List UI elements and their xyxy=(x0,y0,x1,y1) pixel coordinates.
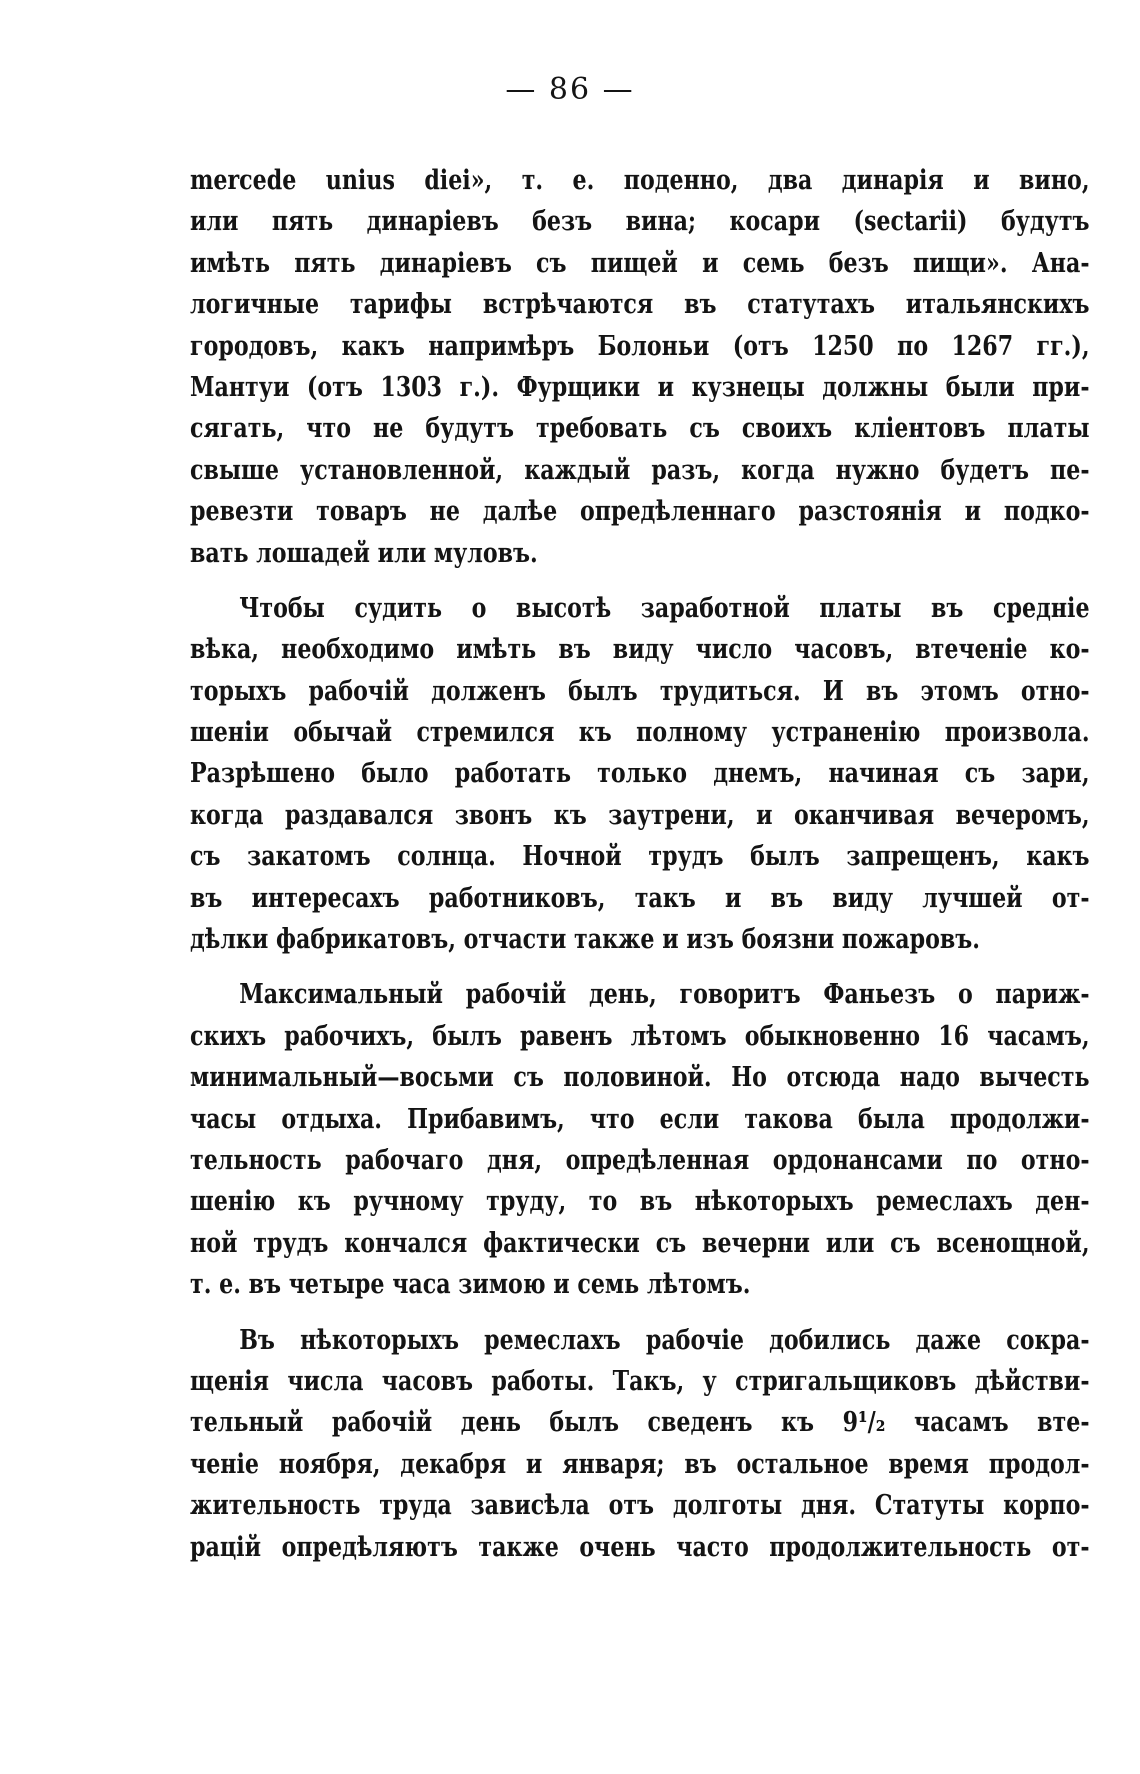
text-line: ной трудъ кончался фактически съ вечерни или съ всенощной, xyxy=(190,1227,1090,1259)
text-line: когда раздавался звонъ къ заутрени, и оканчивая вечеромъ, xyxy=(190,799,1090,831)
text-line: Максимальный рабочій день, говоритъ Фаньезъ о париж- xyxy=(239,979,1090,1011)
text-line: шеніи обычай стремился къ полному устраненію произвола. xyxy=(190,717,1090,749)
text-line: вѣка, необходимо имѣть въ виду число часовъ, втеченіе ко- xyxy=(190,634,1090,666)
text-line: шенію къ ручному труду, то въ нѣкоторыхъ ремеслахъ ден- xyxy=(190,1186,1090,1218)
text-line: съ закатомъ солнца. Ночной трудъ былъ запрещенъ, какъ xyxy=(190,841,1090,873)
text-line: тельность рабочаго дня, опредѣленная ордонансами по отно- xyxy=(190,1144,1090,1176)
page-number: — 86 — xyxy=(505,72,635,107)
text-line: вать лошадей или муловъ. xyxy=(190,537,538,569)
text-line: ревезти товаръ не далѣе опредѣленнаго разстоянія и подко- xyxy=(190,496,1090,528)
text-line: дѣлки фабрикатовъ, отчасти также и изъ боязни пожаровъ. xyxy=(190,924,980,956)
paragraph-2 xyxy=(190,588,1090,961)
text-line: ченіе ноября, декабря и января; въ остальное время продол- xyxy=(190,1448,1090,1480)
text-line: Чтобы судить о высотѣ заработной платы въ средніе xyxy=(239,592,1090,624)
text-line: свыше установленной, каждый разъ, когда нужно будетъ пе- xyxy=(190,454,1090,486)
body-text xyxy=(190,160,1090,1568)
text-line: городовъ, какъ напримѣръ Болоньи (отъ 1250 по 1267 гг.), xyxy=(190,330,1090,362)
text-line: Мантуи (отъ 1303 г.). Фурщики и кузнецы должны были при- xyxy=(190,371,1090,403)
text-line: mercede unius diei», т. е. поденно, два динарія и вино, xyxy=(190,165,1090,196)
text-line: Въ нѣкоторыхъ ремеслахъ рабочіе добились даже сокра- xyxy=(239,1324,1090,1356)
text-line: щенія числа часовъ работы. Такъ, у стригальщиковъ дѣйстви- xyxy=(190,1365,1090,1397)
text-line: Разрѣшено было работать только днемъ, начиная съ зари, xyxy=(190,758,1090,790)
text-line: или пять динаріевъ безъ вина; косари (sectarii) будутъ xyxy=(190,206,1090,238)
paragraph-1 xyxy=(190,160,1090,574)
paragraph-4 xyxy=(190,1320,1090,1568)
text-line: т. е. въ четыре часа зимою и семь лѣтомъ. xyxy=(190,1269,751,1301)
text-line: въ интересахъ работниковъ, такъ и въ виду лучшей от- xyxy=(190,882,1090,914)
text-line: имѣть пять динаріевъ съ пищей и семь безъ пищи». Ана- xyxy=(190,247,1090,279)
text-line: скихъ рабочихъ, былъ равенъ лѣтомъ обыкновенно 16 часамъ, xyxy=(190,1020,1090,1052)
paragraph-3 xyxy=(190,974,1090,1305)
text-line: жительность труда зависѣла отъ долготы дня. Статуты корпо- xyxy=(190,1490,1090,1522)
text-line: рацій опредѣляютъ также очень часто продолжительность от- xyxy=(190,1531,1090,1563)
text-line: торыхъ рабочій долженъ былъ трудиться. И въ этомъ отно- xyxy=(190,675,1090,707)
text-line: логичные тарифы встрѣчаются въ статутахъ итальянскихъ xyxy=(190,289,1090,321)
text-line: сягать, что не будутъ требовать съ своихъ кліентовъ платы xyxy=(190,413,1090,445)
text-line: тельный рабочій день былъ сведенъ къ 9¹/₂ часамъ вте- xyxy=(190,1407,1090,1439)
text-line: минимальный—восьми съ половиной. Но отсюда надо вычесть xyxy=(190,1062,1090,1094)
text-line: часы отдыха. Прибавимъ, что если такова была продолжи- xyxy=(190,1103,1090,1135)
